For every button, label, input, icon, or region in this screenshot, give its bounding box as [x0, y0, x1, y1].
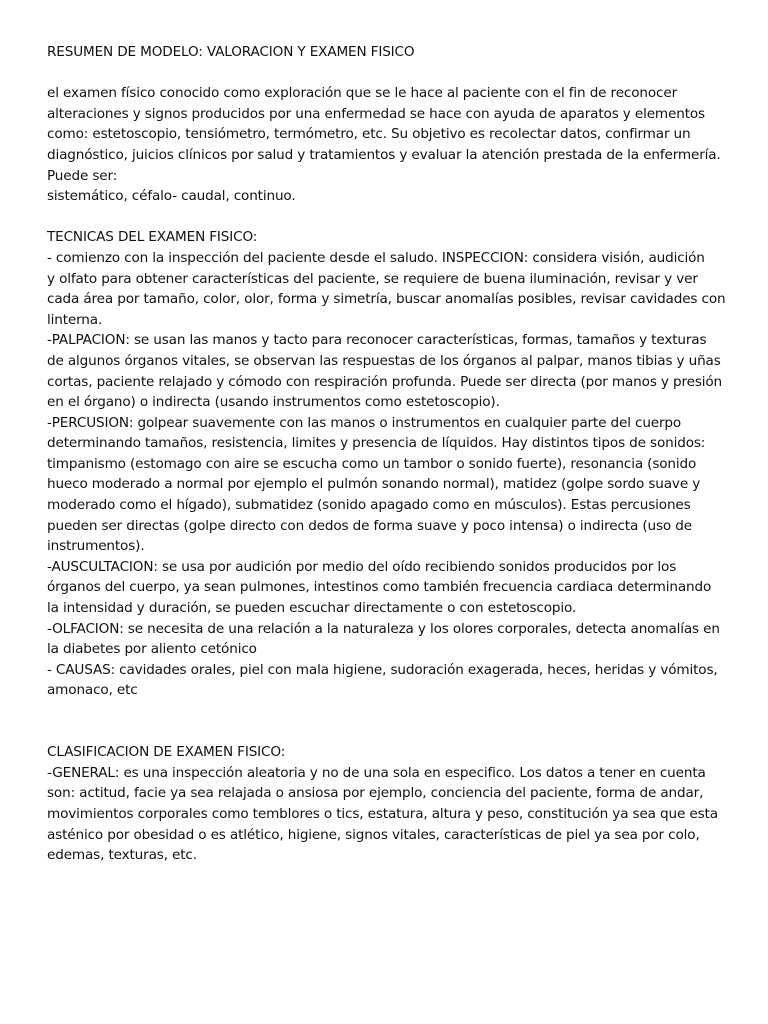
intro-line: sistemático, céfalo- caudal, continuo.: [47, 188, 296, 205]
classification-heading: CLASIFICACION DE EXAMEN FISICO:: [47, 744, 286, 761]
techniques-line: -PALPACION: se usan las manos y tacto para reconocer características, formas, tamaños y texturas: [47, 332, 707, 349]
techniques-section: [47, 248, 737, 701]
techniques-line: hueco moderado a normal por ejemplo el pulmón sonando normal), matidez (golpe sordo suave y: [47, 476, 701, 493]
classification-line: asténico por obesidad o es atlético, higiene, signos vitales, características de piel ya sea por colo,: [47, 826, 700, 843]
techniques-line: la intensidad y duración, se pueden escuchar directamente o con estetoscopio.: [47, 600, 577, 617]
techniques-line: en el órgano) o indirecta (usando instrumentos como estetoscopio).: [47, 394, 500, 411]
spacer: [47, 63, 737, 84]
techniques-line: - comienzo con la inspección del paciente desde el saludo. INSPECCION: considera visión, audición: [47, 249, 705, 266]
techniques-line: determinando tamaños, resistencia, limites y presencia de líquidos. Hay distintos tipos de sonidos:: [47, 435, 706, 452]
classification-line: son: actitud, facie ya sea relajada o ansiosa por ejemplo, conciencia del paciente, forma de andar,: [47, 785, 704, 802]
techniques-line: -AUSCULTACION: se usa por audición por medio del oído recibiendo sonidos producidos por los: [47, 558, 677, 575]
intro-line: alteraciones y signos producidos por una enfermedad se hace con ayuda de aparatos y elementos: [47, 105, 705, 122]
techniques-line: -PERCUSION: golpear suavemente con las manos o instrumentos en cualquier parte del cuerpo: [47, 414, 682, 431]
techniques-line: cortas, paciente relajado y cómodo con respiración profunda. Puede ser directa (por manos y presión: [47, 373, 723, 390]
techniques-line: pueden ser directas (golpe directo con dedos de forma suave y poco intensa) o indirecta (uso de: [47, 517, 692, 534]
techniques-line: órganos del cuerpo, ya sean pulmones, intestinos como también frecuencia cardiaca determinando: [47, 579, 712, 596]
intro-line: diagnóstico, juicios clínicos por salud y tratamientos y evaluar la atención prestada de la enfermería.: [47, 146, 721, 163]
techniques-line: timpanismo (estomago con aire se escucha como un tambor o sonido fuerte), resonancia (sonido: [47, 455, 697, 472]
techniques-line: y olfato para obtener características del paciente, se requiere de buena iluminación, revisar y ver: [47, 270, 698, 287]
techniques-line: - CAUSAS: cavidades orales, piel con mala higiene, sudoración exagerada, heces, heridas y vómitos,: [47, 661, 718, 678]
intro-line: el examen físico conocido como exploración que se le hace al paciente con el fin de reconocer: [47, 85, 678, 102]
techniques-line: amonaco, etc: [47, 682, 138, 699]
classification-section: [47, 763, 737, 866]
classification-line: -GENERAL: es una inspección aleatoria y no de una sola en especifico. Los datos a tener en cuenta: [47, 764, 706, 781]
spacer: [47, 207, 737, 228]
techniques-line: -OLFACION: se necesita de una relación a la naturaleza y los olores corporales, detecta anomalías en: [47, 620, 720, 637]
techniques-line: cada área por tamaño, color, olor, forma y simetría, buscar anomalías posibles, revisar cavidades con: [47, 291, 726, 308]
techniques-line: de algunos órganos vitales, se observan las respuestas de los órganos al palpar, manos tibias y uñas: [47, 352, 721, 369]
techniques-line: instrumentos).: [47, 538, 145, 555]
classification-line: edemas, texturas, etc.: [47, 847, 197, 864]
techniques-line: la diabetes por aliento cetónico: [47, 641, 257, 658]
intro-line: Puede ser:: [47, 167, 118, 184]
classification-line: movimientos corporales como temblores o tics, estatura, altura y peso, constitución ya sea que esta: [47, 805, 718, 822]
document-page: [47, 42, 737, 866]
techniques-line: linterna.: [47, 311, 103, 328]
document-title: RESUMEN DE MODELO: VALORACION Y EXAMEN FISICO: [47, 44, 415, 60]
techniques-heading: TECNICAS DEL EXAMEN FISICO:: [47, 229, 258, 246]
spacer: [47, 701, 737, 742]
intro-line: como: estetoscopio, tensiómetro, termómetro, etc. Su objetivo es recolectar datos, confirmar un: [47, 126, 691, 143]
techniques-line: moderado como el hígado), submatidez (sonido apagado como en músculos). Estas percusiones: [47, 497, 691, 514]
intro-paragraph: [47, 83, 737, 207]
